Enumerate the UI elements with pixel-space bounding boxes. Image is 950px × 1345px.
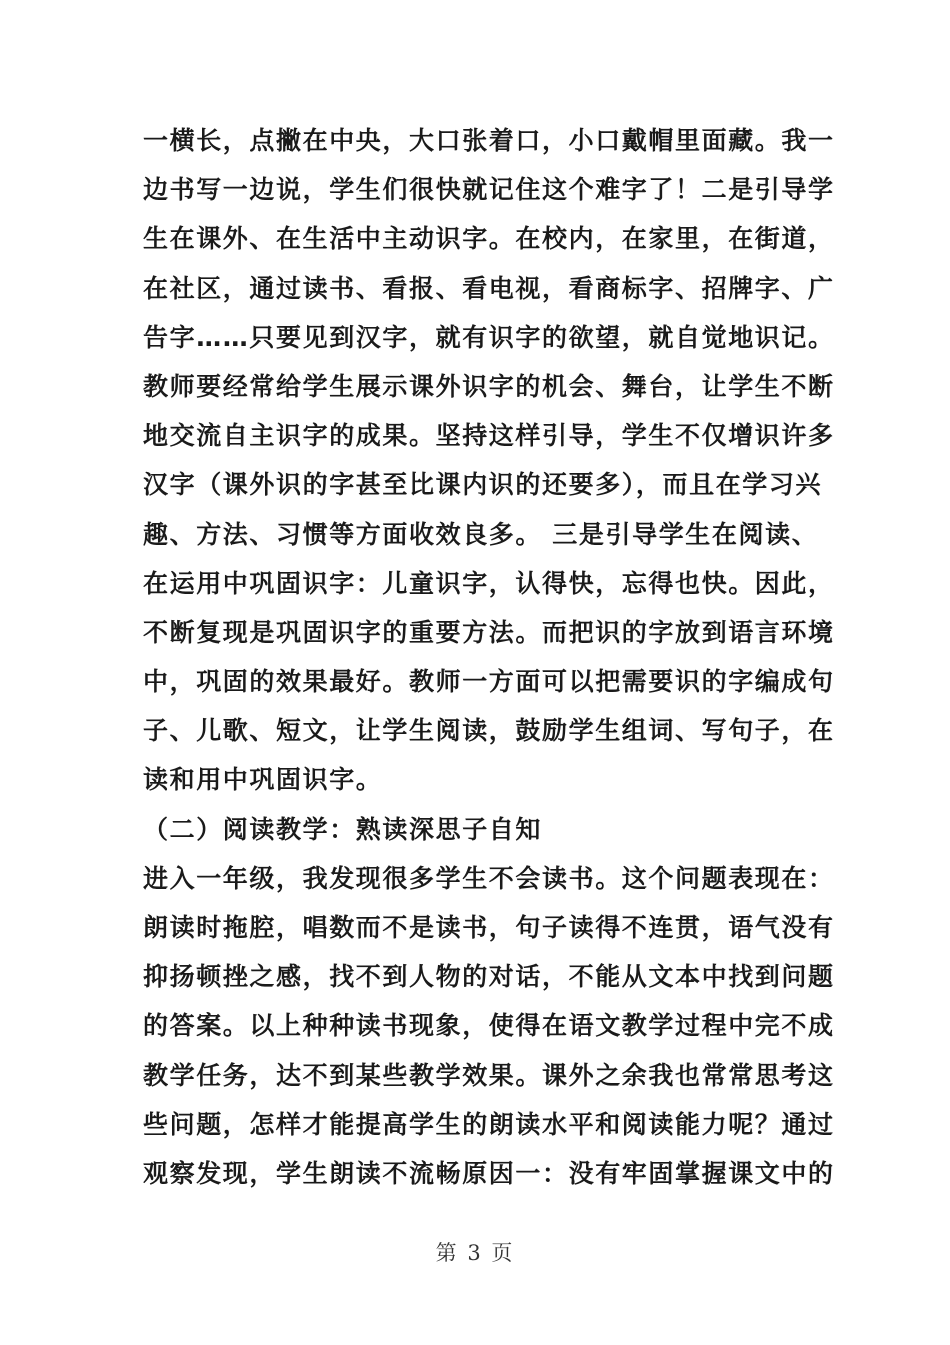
section-heading: （二）阅读教学：熟读深思子自知 bbox=[143, 814, 543, 844]
text-line: 告字……只要见到汉字，就有识字的欲望，就自觉地识记。 bbox=[143, 322, 835, 352]
text-line: 汉字（课外识的字甚至比课内识的还要多），而且在学习兴 bbox=[143, 470, 823, 500]
body-text bbox=[143, 116, 835, 1198]
text-line: 中，巩固的效果最好。教师一方面可以把需要识的字编成句 bbox=[143, 667, 835, 697]
page-number: 第 3 页 bbox=[435, 1241, 515, 1265]
text-line: 读和用中巩固识字。 bbox=[143, 765, 383, 795]
text-line: 些问题，怎样才能提高学生的朗读水平和阅读能力呢？通过 bbox=[143, 1109, 835, 1139]
text-line: 生在课外、在生活中主动识字。在校内，在家里，在街道， bbox=[143, 224, 835, 254]
text-line: 进入一年级，我发现很多学生不会读书。这个问题表现在： bbox=[143, 863, 835, 893]
text-line: 地交流自主识字的成果。坚持这样引导，学生不仅增识许多 bbox=[143, 421, 835, 451]
text-line: 趣、方法、习惯等方面收效良多。 三是引导学生在阅读、 bbox=[143, 519, 819, 549]
text-line: 不断复现是巩固识字的重要方法。而把识的字放到语言环境 bbox=[143, 617, 835, 647]
text-line: 的答案。以上种种读书现象，使得在语文教学过程中完不成 bbox=[143, 1011, 835, 1041]
text-line: 教师要经常给学生展示课外识字的机会、舞台，让学生不断 bbox=[143, 371, 835, 401]
text-line: 边书写一边说，学生们很快就记住这个难字了！二是引导学 bbox=[143, 175, 835, 205]
text-line: 教学任务，达不到某些教学效果。课外之余我也常常思考这 bbox=[143, 1060, 835, 1090]
text-line: 一横长，点撇在中央，大口张着口，小口戴帽里面藏。我一 bbox=[143, 126, 835, 155]
text-line: 在社区，通过读书、看报、看电视，看商标字、招牌字、广 bbox=[143, 273, 835, 303]
text-line: 在运用中巩固识字：儿童识字，认得快，忘得也快。因此， bbox=[143, 568, 835, 598]
text-line: 子、儿歌、短文，让学生阅读，鼓励学生组词、写句子，在 bbox=[143, 716, 835, 746]
text-line: 观察发现，学生朗读不流畅原因一：没有牢固掌握课文中的 bbox=[143, 1158, 835, 1188]
text-line: 抑扬顿挫之感，找不到人物的对话，不能从文本中找到问题 bbox=[143, 962, 835, 992]
text-line: 朗读时拖腔，唱数而不是读书，句子读得不连贯，语气没有 bbox=[143, 913, 835, 942]
